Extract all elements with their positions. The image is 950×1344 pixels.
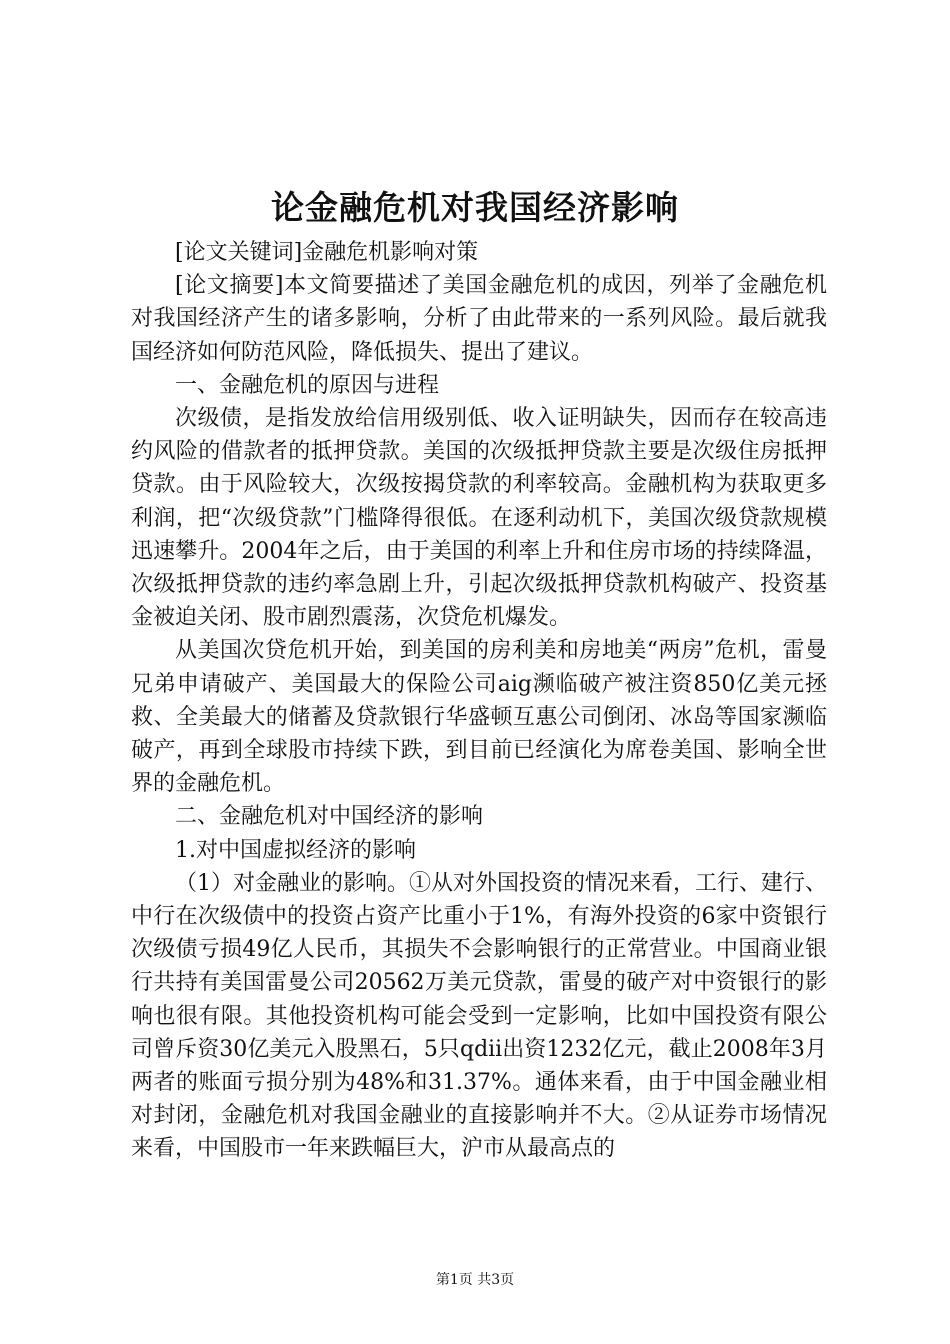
section-heading-1: 一、金融危机的原因与进程 — [175, 372, 440, 398]
document-body — [131, 236, 827, 1166]
keywords-paragraph: [论文关键词]金融危机影响对策 — [175, 240, 479, 265]
body-paragraph: （1）对金融业的影响。①从对外国投资的情况来看，工行、建行、中行在次级债中的投资占资产比重小于1%，有海外投资的6家中资银行次级债亏损49亿人民币，其损失不会影响银行的正常营业。中国商业银行共持有美国雷曼公司20562万美元贷款，雷曼的破产对中资银行的影响也很有限。其他投资机构可能会受到一定影响，比如中国投资有限公司曾斥资30亿美元入股黑石，5只qdii出资1232亿元，截止2008年3月两者的账面亏损分别为48%和31.37%。通体来看，由于中国金融业相对封闭，金融危机对我国金融业的直接影响并不大。②从证券市场情况来看，中国股市一年来跌幅巨大，沪市从最高点的 — [131, 870, 827, 1162]
page-number: 第1页 共3页 — [435, 1272, 515, 1288]
subsection-heading: 1.对中国虚拟经济的影响 — [175, 837, 416, 863]
page-footer — [0, 1270, 950, 1290]
section-heading-2: 二、金融危机对中国经济的影响 — [175, 804, 484, 830]
body-paragraph: 次级债，是指发放给信用级别低、收入证明缺失，因而存在较高违约风险的借款者的抵押贷款。美国的次级抵押贷款主要是次级住房抵押贷款。由于风险较大，次级按揭贷款的利率较高。金融机构为获取更多利润，把“次级贷款”门槛降得很低。在逐利动机下，美国次级贷款规模迅速攀升。2004年之后，由于美国的利率上升和住房市场的持续降温，次级抵押贷款的违约率急剧上升，引起次级抵押贷款机构破产、投资基金被迫关闭、股市剧烈震荡，次贷危机爆发。 — [131, 406, 827, 631]
abstract-paragraph: [论文摘要]本文简要描述了美国金融危机的成因，列举了金融危机对我国经济产生的诸多影响，分析了由此带来的一系列风险。最后就我国经济如何防范风险，降低损失、提出了建议。 — [131, 273, 827, 365]
body-paragraph: 从美国次贷危机开始，到美国的房利美和房地美“两房”危机，雷曼兄弟申请破产、美国最大的保险公司aig濒临破产被注资850亿美元拯救、全美最大的储蓄及贷款银行华盛顿互惠公司倒闭、冰岛等国家濒临破产，再到全球股市持续下跌，到目前已经演化为席卷美国、影响全世界的金融危机。 — [131, 638, 827, 797]
document-title: 论金融危机对我国经济影响 — [271, 188, 679, 227]
